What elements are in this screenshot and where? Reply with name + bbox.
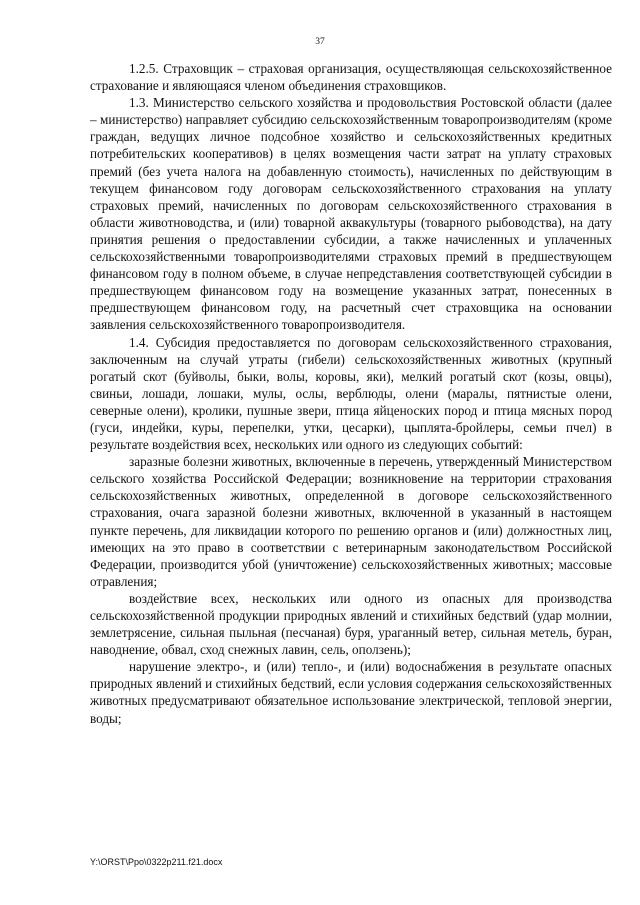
file-path-footer: Y:\ORST\Ppo\0322p211.f21.docx <box>90 857 223 867</box>
paragraph-1-3: 1.3. Министерство сельского хозяйства и продовольствия Ростовской области (далее – министерство) направляет субсидию сельскохозяйственным товаропроизводителям (кроме граждан, ведущих личное подсобное хозяйство и сельскохозяйственных кредитных потребительских кооперативов) в целях возмещения части затрат на уплату страховых премий (без учета налога на добавленную стоимость), начисленных по действующим в текущем финансовом году договорам сельскохозяйственного страхования на уплату страховых премий, начисленных по договорам сельскохозяйственного страхования в области животноводства, и (или) товарной аквакультуры (товарного рыбоводства), на дату принятия решения о предоставлении субсидии, а также начисленных и уплаченных сельскохозяйственными товаропроизводителями страховых премий в предшествующем финансовом году в полном объеме, в случае непредставления соответствующей субсидии в предшествующем финансовом году на возмещение указанных затрат, понесенных в предшествующем финансовом году, на расчетный счет страховщика на основании заявления сельскохозяйственного товаропроизводителя. <box>90 95 612 333</box>
paragraph-1-4: 1.4. Субсидия предоставляется по договорам сельскохозяйственного страхования, заключенным на случай утраты (гибели) сельскохозяйственных животных (крупный рогатый скот (буйволы, быки, волы, коровы, яки), мелкий рогатый скот (козы, овцы), свиньи, лошади, лошаки, мулы, ослы, верблюды, олени (маралы, пятнистые олени, северные олени), кролики, пушные звери, птица яйценоских пород и птица мясных пород (гуси, индейки, куры, перепелки, утки, цесарки), цыплята-бройлеры, семьи пчел) в результате воздействия всех, нескольких или одного из следующих событий: <box>90 334 612 453</box>
paragraph-natural-hazards: воздействие всех, нескольких или одного из опасных для производства сельскохозяйственной продукции природных явлений и стихийных бедствий (удар молнии, землетрясение, сильная пыльная (песчаная) буря, ураганный ветер, сильная метель, буран, наводнение, обвал, сход снежных лавин, сель, оползень); <box>90 590 612 658</box>
paragraph-contagious-diseases: заразные болезни животных, включенные в перечень, утвержденный Министерством сельского хозяйства Российской Федерации; возникновение на территории страхования сельскохозяйственных животных, определенной в договоре сельскохозяйственного страхования, очага заразной болезни животных, включенной в указанный в настоящем пункте перечень, для ликвидации которого по решению органов и (или) должностных лиц, имеющих на это право в соответствии с ветеринарным законодательством Российской Федерации, производится убой (уничтожение) сельскохозяйственных животных; массовые отравления; <box>90 454 612 589</box>
page-number: 37 <box>315 37 325 47</box>
paragraph-1-2-5: 1.2.5. Страховщик – страховая организация, осуществляющая сельскохозяйственное страхование и являющаяся членом объединения страховщиков. <box>90 61 612 94</box>
paragraph-utility-disruption: нарушение электро-, и (или) тепло-, и (или) водоснабжения в результате опасных природных явлений и стихийных бедствий, если условия содержания сельскохозяйственных животных предусматривают обязательное использование электрической, тепловой энергии, воды; <box>90 659 612 726</box>
document-body <box>90 60 612 727</box>
